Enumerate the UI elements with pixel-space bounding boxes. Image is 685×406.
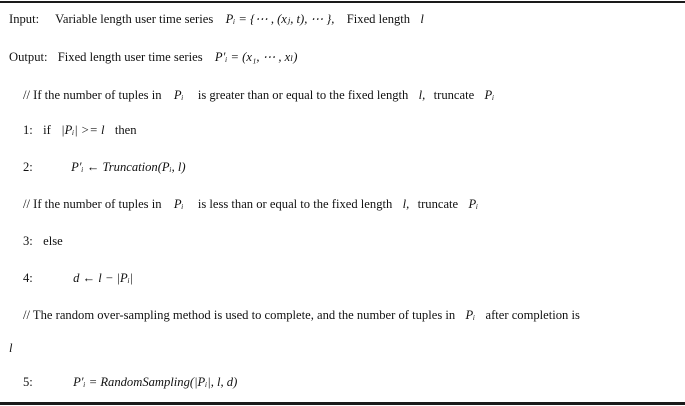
step-1 [23,122,137,138]
comment1-symbol-p: Pᵢ [173,88,184,102]
step1-then-keyword: then [114,123,137,137]
input-label: Input: [9,12,40,26]
comment2-symbol-l: l, [402,197,410,211]
step-4 [23,270,133,286]
comment2-text: // If the number of tuples in [23,197,162,211]
comment-line-3 [23,307,580,323]
bottom-rule [0,402,685,405]
output-label: Output: [9,50,48,64]
output-series-formula: P′ᵢ = (x₁, ⋯ , xₗ) [214,50,298,64]
input-fixed-length-symbol: l [420,12,424,26]
step3-number: 3: [23,234,33,248]
top-rule [0,1,685,3]
input-fixed-length-text: Fixed length [346,12,411,26]
step4-difference-formula: d ← l − |Pᵢ| [73,271,134,285]
output-text: Fixed length user time series [57,50,203,64]
step4-number: 4: [23,271,33,285]
input-text: Variable length user time series [55,12,214,26]
comment3-text-2: after completion is [485,308,580,322]
comment2-symbol-p-2: Pᵢ [468,197,479,211]
comment-line-2 [23,196,478,212]
comment3-text: // The random over-sampling method is used to complete, and the number of tuples in [23,308,456,322]
comment1-text-2: is greater than or equal to the fixed length [197,88,409,102]
step3-else-keyword: else [43,234,63,248]
comment1-text: // If the number of tuples in [23,88,162,102]
comment2-symbol-p: Pᵢ [173,197,184,211]
comment3-symbol-p: Pᵢ [465,308,476,322]
input-series-formula: Pᵢ = {⋯ , (xⱼ, t), ⋯ }, [225,12,335,26]
step-5 [23,374,237,390]
step-2 [23,159,186,175]
step1-condition: |Pᵢ| >= l [61,123,105,137]
step1-if-keyword: if [43,123,51,137]
comment1-symbol-p-2: Pᵢ [484,88,495,102]
comment1-text-3: truncate [433,88,475,102]
comment1-symbol-l: l, [418,88,426,102]
step-3 [23,233,63,249]
output-line [9,49,298,65]
step5-number: 5: [23,375,33,389]
comment3-symbol-l: l [9,341,13,355]
input-line [9,11,424,27]
comment-line-1 [23,87,494,103]
comment2-text-3: truncate [417,197,459,211]
step5-random-sampling-formula: P′ᵢ = RandomSampling(|Pᵢ|, l, d) [73,375,238,389]
step1-number: 1: [23,123,33,137]
step2-number: 2: [23,160,33,174]
comment2-text-2: is less than or equal to the fixed length [197,197,393,211]
step2-truncation-formula: P′ᵢ ← Truncation(Pᵢ, l) [71,160,186,174]
